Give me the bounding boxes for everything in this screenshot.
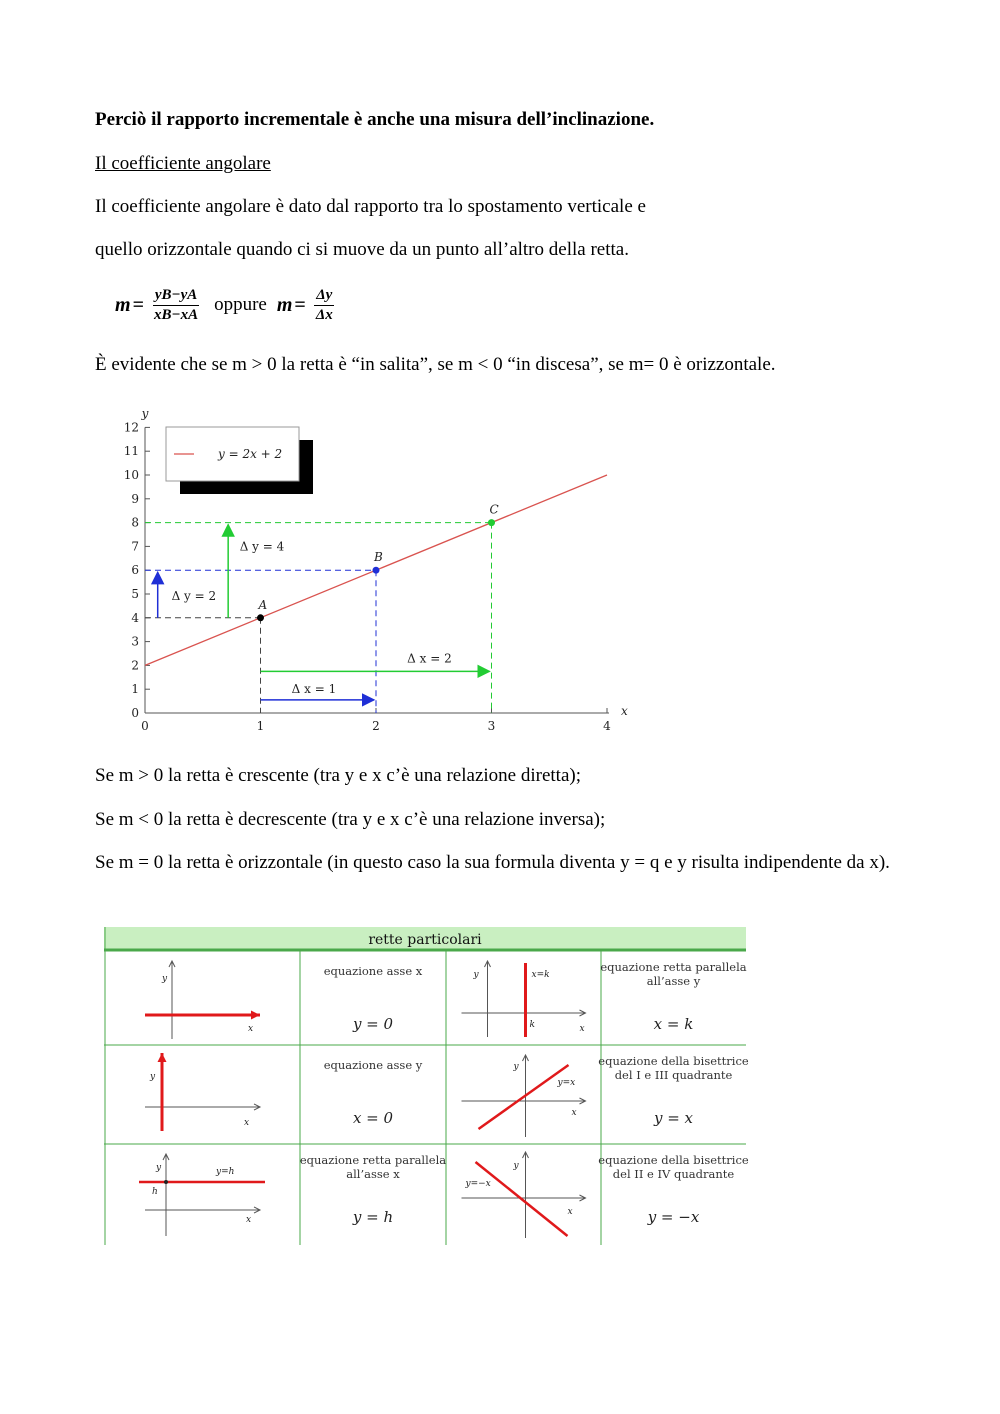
formula-m-1: m [115,293,131,316]
bisector-2-4-icon [462,1152,586,1238]
y-tick-label: 8 [131,515,139,530]
formula-fraction-1 [152,287,200,324]
point-label-b: B [374,550,383,565]
heading: Perciò il rapporto incrementale è anche una misura dell’inclinazione. [95,109,655,130]
mini-line-label: y=x [557,1078,576,1088]
slope-formula [115,283,341,327]
cell-equation: x = k [653,1015,694,1033]
y-tick-label: 2 [131,658,139,673]
mini-y-label: y [513,1161,519,1171]
mini-point-label: k [529,1020,535,1030]
cell-description-line: all’asse x [346,1167,400,1181]
y-tick-label: 11 [123,444,139,459]
special-lines-table [104,927,749,1245]
red-line [479,1065,569,1129]
paragraph-1: Il coefficiente angolare è dato dal rapporto tra lo spostamento verticale e [95,196,646,217]
x-tick-label: 4 [603,719,611,733]
mini-x-label: x [248,1024,254,1034]
fraction-denominator: xB−xA [153,306,199,323]
mini-line-label: y=−x [465,1179,491,1189]
cell-description [598,1054,749,1082]
mini-y-label: y [162,974,168,984]
y-tick-label: 6 [131,563,139,578]
y-axis-label: y [141,406,149,421]
red-line [476,1162,568,1236]
cell-description-line: equazione asse x [323,964,423,978]
mini-line-label: x=k [531,970,550,980]
red-line-head [158,1053,167,1062]
cell-description-line: all’asse y [646,974,701,988]
x-tick-label: 1 [256,719,265,733]
cell-description [600,960,746,988]
mini-y-label: y [473,970,479,980]
legend-entry: y = 2x + 2 [218,447,283,461]
mini-x-label: x [244,1118,250,1128]
y-tick-label: 10 [123,468,139,482]
y-tick-label: 4 [131,610,139,625]
point-b [373,567,380,574]
cell-description [324,964,423,978]
cell-description-line: equazione della bisettrice [598,1153,749,1167]
cell-equation: x = 0 [352,1109,394,1127]
mini-x-label: x [567,1207,573,1217]
cell-description-line: equazione della bisettrice [598,1054,749,1068]
cell-description-line: equazione asse y [323,1058,423,1072]
table-title: rette particolari [368,932,482,948]
y-tick-label: 12 [123,420,139,435]
paragraph-3: È evidente che se m > 0 la retta è “in salita”, se m < 0 “in discesa”, se m= 0 è orizzontale. [95,354,776,375]
cell-equation: y = x [653,1109,694,1127]
formula-eq-1: = [132,293,144,316]
mini-point [164,1180,168,1184]
paragraph-2: quello orizzontale quando ci si muove da un punto all’altro della retta. [95,239,629,260]
cell-description-line: del I e III quadrante [614,1068,733,1082]
mini-x-label: x [246,1215,252,1225]
x-axis-label: x [621,704,628,718]
fraction-denominator: Δx [315,306,333,323]
y-tick-label: 5 [131,587,139,601]
y-tick-label: 7 [131,539,139,554]
cell-equation: y = h [352,1208,394,1226]
cell-equation: y = −x [647,1208,700,1226]
mini-y-label: y [156,1163,162,1173]
cell-description [300,1153,446,1181]
formula-m-2: m [276,293,293,316]
paragraph-5: Se m < 0 la retta è decrescente (tra y e x c’è una relazione inversa); [95,809,606,830]
mini-y-label: y [150,1072,156,1082]
y-tick-label: 0 [131,706,139,720]
red-line-head [251,1011,260,1020]
mini-y-label: y [513,1062,519,1072]
cell-description-line: del II e IV quadrante [612,1167,735,1181]
y-tick-label: 3 [131,634,139,649]
delta-y-label-blue: Δ y = 2 [171,589,217,603]
point-a [257,614,264,621]
mini-point-label: h [152,1187,158,1197]
mini-x-label: x [579,1024,585,1034]
point-c [488,519,495,526]
delta-x-label-blue: Δ x = 1 [291,682,337,697]
y-tick-label: 9 [131,491,139,506]
point-label-a: A [258,597,268,612]
horizontal-line-y-h-icon [139,1154,265,1236]
cell-equation: y = 0 [352,1015,394,1033]
horizontal-x-axis-icon [145,961,260,1039]
paragraph-4: Se m > 0 la retta è crescente (tra y e x c’è una relazione diretta); [95,765,581,786]
cell-description-line: equazione retta parallela [600,960,747,974]
fraction-numerator: yB−yA [153,287,199,306]
y-tick-label: 1 [131,682,139,697]
formula-fraction-2 [314,287,335,324]
mini-x-label: x [571,1108,577,1118]
cell-description [598,1153,749,1181]
x-tick-label: 3 [487,719,496,733]
x-tick-label: 2 [372,719,380,733]
point-label-c: C [489,502,499,517]
delta-y-label-green: Δ y = 4 [239,539,285,554]
formula-oppure: oppure [214,294,267,315]
delta-x-label-green: Δ x = 2 [407,651,452,666]
formula-eq-2: = [294,293,306,316]
cell-description [324,1058,423,1072]
x-tick-label: 0 [141,719,149,733]
paragraph-6: Se m = 0 la retta è orizzontale (in questo caso la sua formula diventa y = q e y risulta indipendente da x). [95,852,890,873]
vertical-y-axis-icon [145,1053,260,1131]
subheading: Il coefficiente angolare [95,153,271,174]
vertical-line-x-k-icon [462,961,586,1037]
mini-line-label: y=h [216,1167,235,1177]
fraction-numerator: Δy [314,287,334,306]
slope-chart [110,398,650,738]
bisector-1-3-icon [462,1055,586,1137]
cell-description-line: equazione retta parallela [299,1153,447,1167]
